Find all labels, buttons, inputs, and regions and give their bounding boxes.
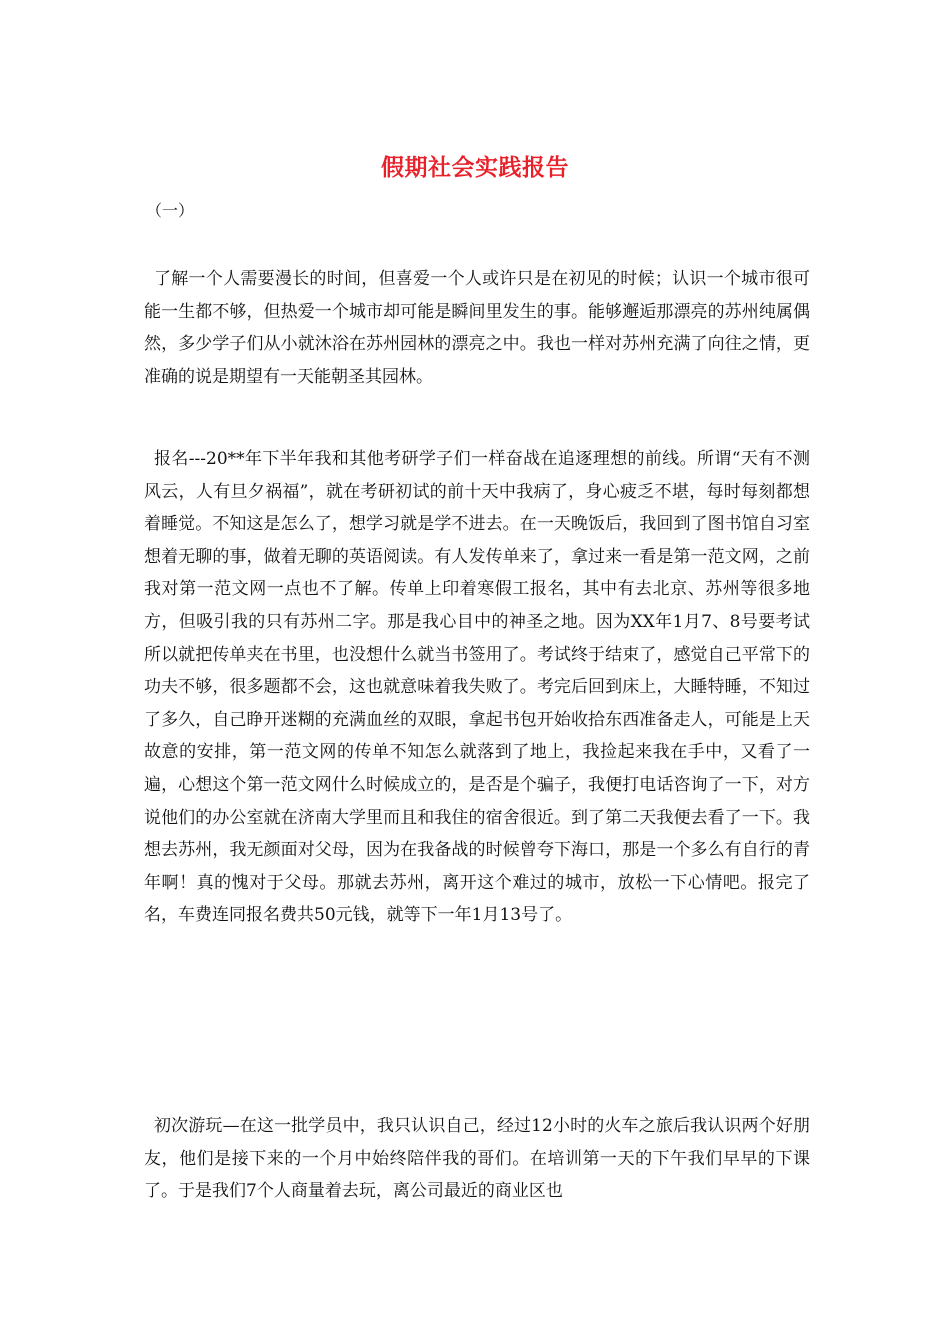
paragraph-first-trip: 初次游玩—在这一批学员中，我只认识自己，经过12小时的火车之旅后我认识两个好朋友，他们是接下来的一个月中始终陪伴我的哥们。在培训第一天的下午我们早早的下课了。于是我们7个人商量着去玩，离公司最近的商业区也 [144,1116,810,1202]
section-label: （一） [146,201,195,220]
paragraph-registration: 报名---20**年下半年我和其他考研学子们一样奋战在追逐理想的前线。所谓“天有不测风云，人有旦夕祸福”，就在考研初试的前十天中我病了，身心疲乏不堪，每时每刻都想着睡觉。不知这是怎么了，想学习就是学不进去。在一天晚饭后，我回到了图书馆自习室想着无聊的事，做着无聊的英语阅读。有人发传单来了，拿过来一看是第一范文网，之前我对第一范文网一点也不了解。传单上印着寒假工报名，其中有去北京、苏州等很多地方，但吸引我的只有苏州二字。那是我心目中的神圣之地。因为XX年1月7、8号要考试所以就把传单夹在书里，也没想什么就当书签用了。考试终于结束了，感觉自己平常下的功夫不够，很多题都不会，这也就意味着我失败了。考完后回到床上，大睡特睡，不知过了多久，自己睁开迷糊的充满血丝的双眼，拿起书包开始收拾东西准备走人，可能是上天故意的安排，第一范文网的传单不知怎么就落到了地上，我捡起来我在手中，又看了一遍，心想这个第一范文网什么时候成立的，是否是个骗子，我便打电话咨询了一下，对方说他们的办公室就在济南大学里而且和我住的宿舍很近。到了第二天我便去看了一下。我想去苏州，我无颜面对父母，因为在我备战的时候曾夸下海口，那是一个多么有自行的青年啊！真的愧对于父母。那就去苏州，离开这个难过的城市，放松一下心情吧。报完了名，车费连同报名费共50元钱，就等下一年1月13号了。 [144,449,810,926]
document-title: 假期社会实践报告 [381,154,569,181]
paragraph-intro: 了解一个人需要漫长的时间，但喜爱一个人或许只是在初见的时候；认识一个城市很可能一生都不够，但热爱一个城市却可能是瞬间里发生的事。能够邂逅那漂亮的苏州纯属偶然，多少学子们从小就沐浴在苏州园林的漂亮之中。我也一样对苏州充满了向往之情，更准确的说是期望有一天能朝圣其园林。 [144,269,810,387]
